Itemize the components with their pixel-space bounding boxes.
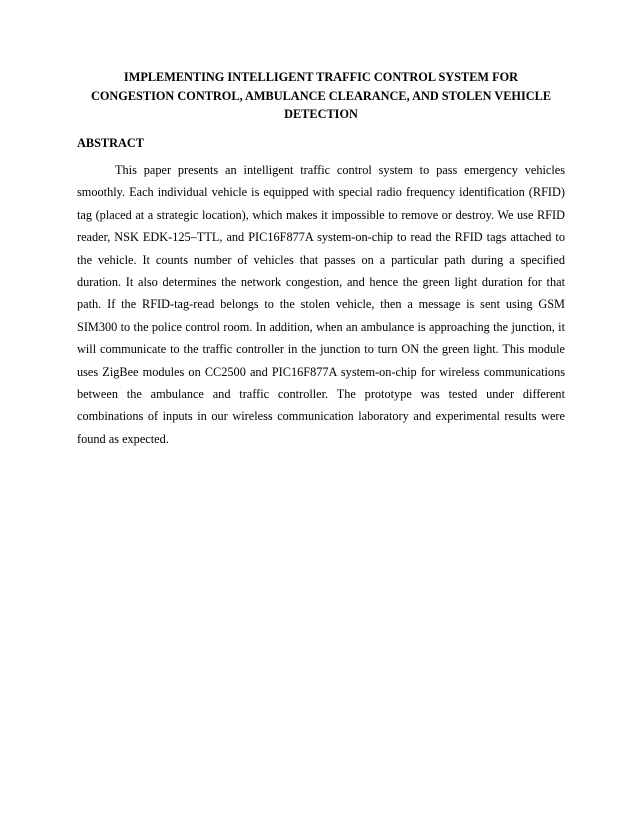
abstract-heading: ABSTRACT [77, 136, 144, 150]
abstract-body: This paper presents an intelligent traffic control system to pass emergency vehicles smoothly. Each individual vehicle is equipped with special radio frequency identification (RFID) tag (placed at a strategic location), which makes it impossible to remove or destroy. We use RFID reader, NSK EDK-125–TTL, and PIC16F877A system-on-chip to read the RFID tags attached to the vehicle. It counts number of vehicles that passes on a particular path during a specified duration. It also determines the network congestion, and hence the green light duration for that path. If the RFID-tag-read belongs to the stolen vehicle, then a message is sent using GSM SIM300 to the police control room. In addition, when an ambulance is approaching the junction, it will communicate to the traffic controller in the junction to turn ON the green light. This module uses ZigBee modules on CC2500 and PIC16F877A system-on-chip for wireless communications between the ambulance and traffic controller. The prototype was tested under different combinations of inputs in our wireless communication laboratory and experimental results were found as expected. [77, 163, 565, 446]
title-line-2: CONGESTION CONTROL, AMBULANCE CLEARANCE, AND STOLEN VEHICLE [90, 88, 552, 103]
paper-title [78, 68, 564, 124]
title-line-1: IMPLEMENTING INTELLIGENT TRAFFIC CONTROL SYSTEM FOR [123, 70, 519, 84]
title-line-3: DETECTION [284, 107, 358, 122]
